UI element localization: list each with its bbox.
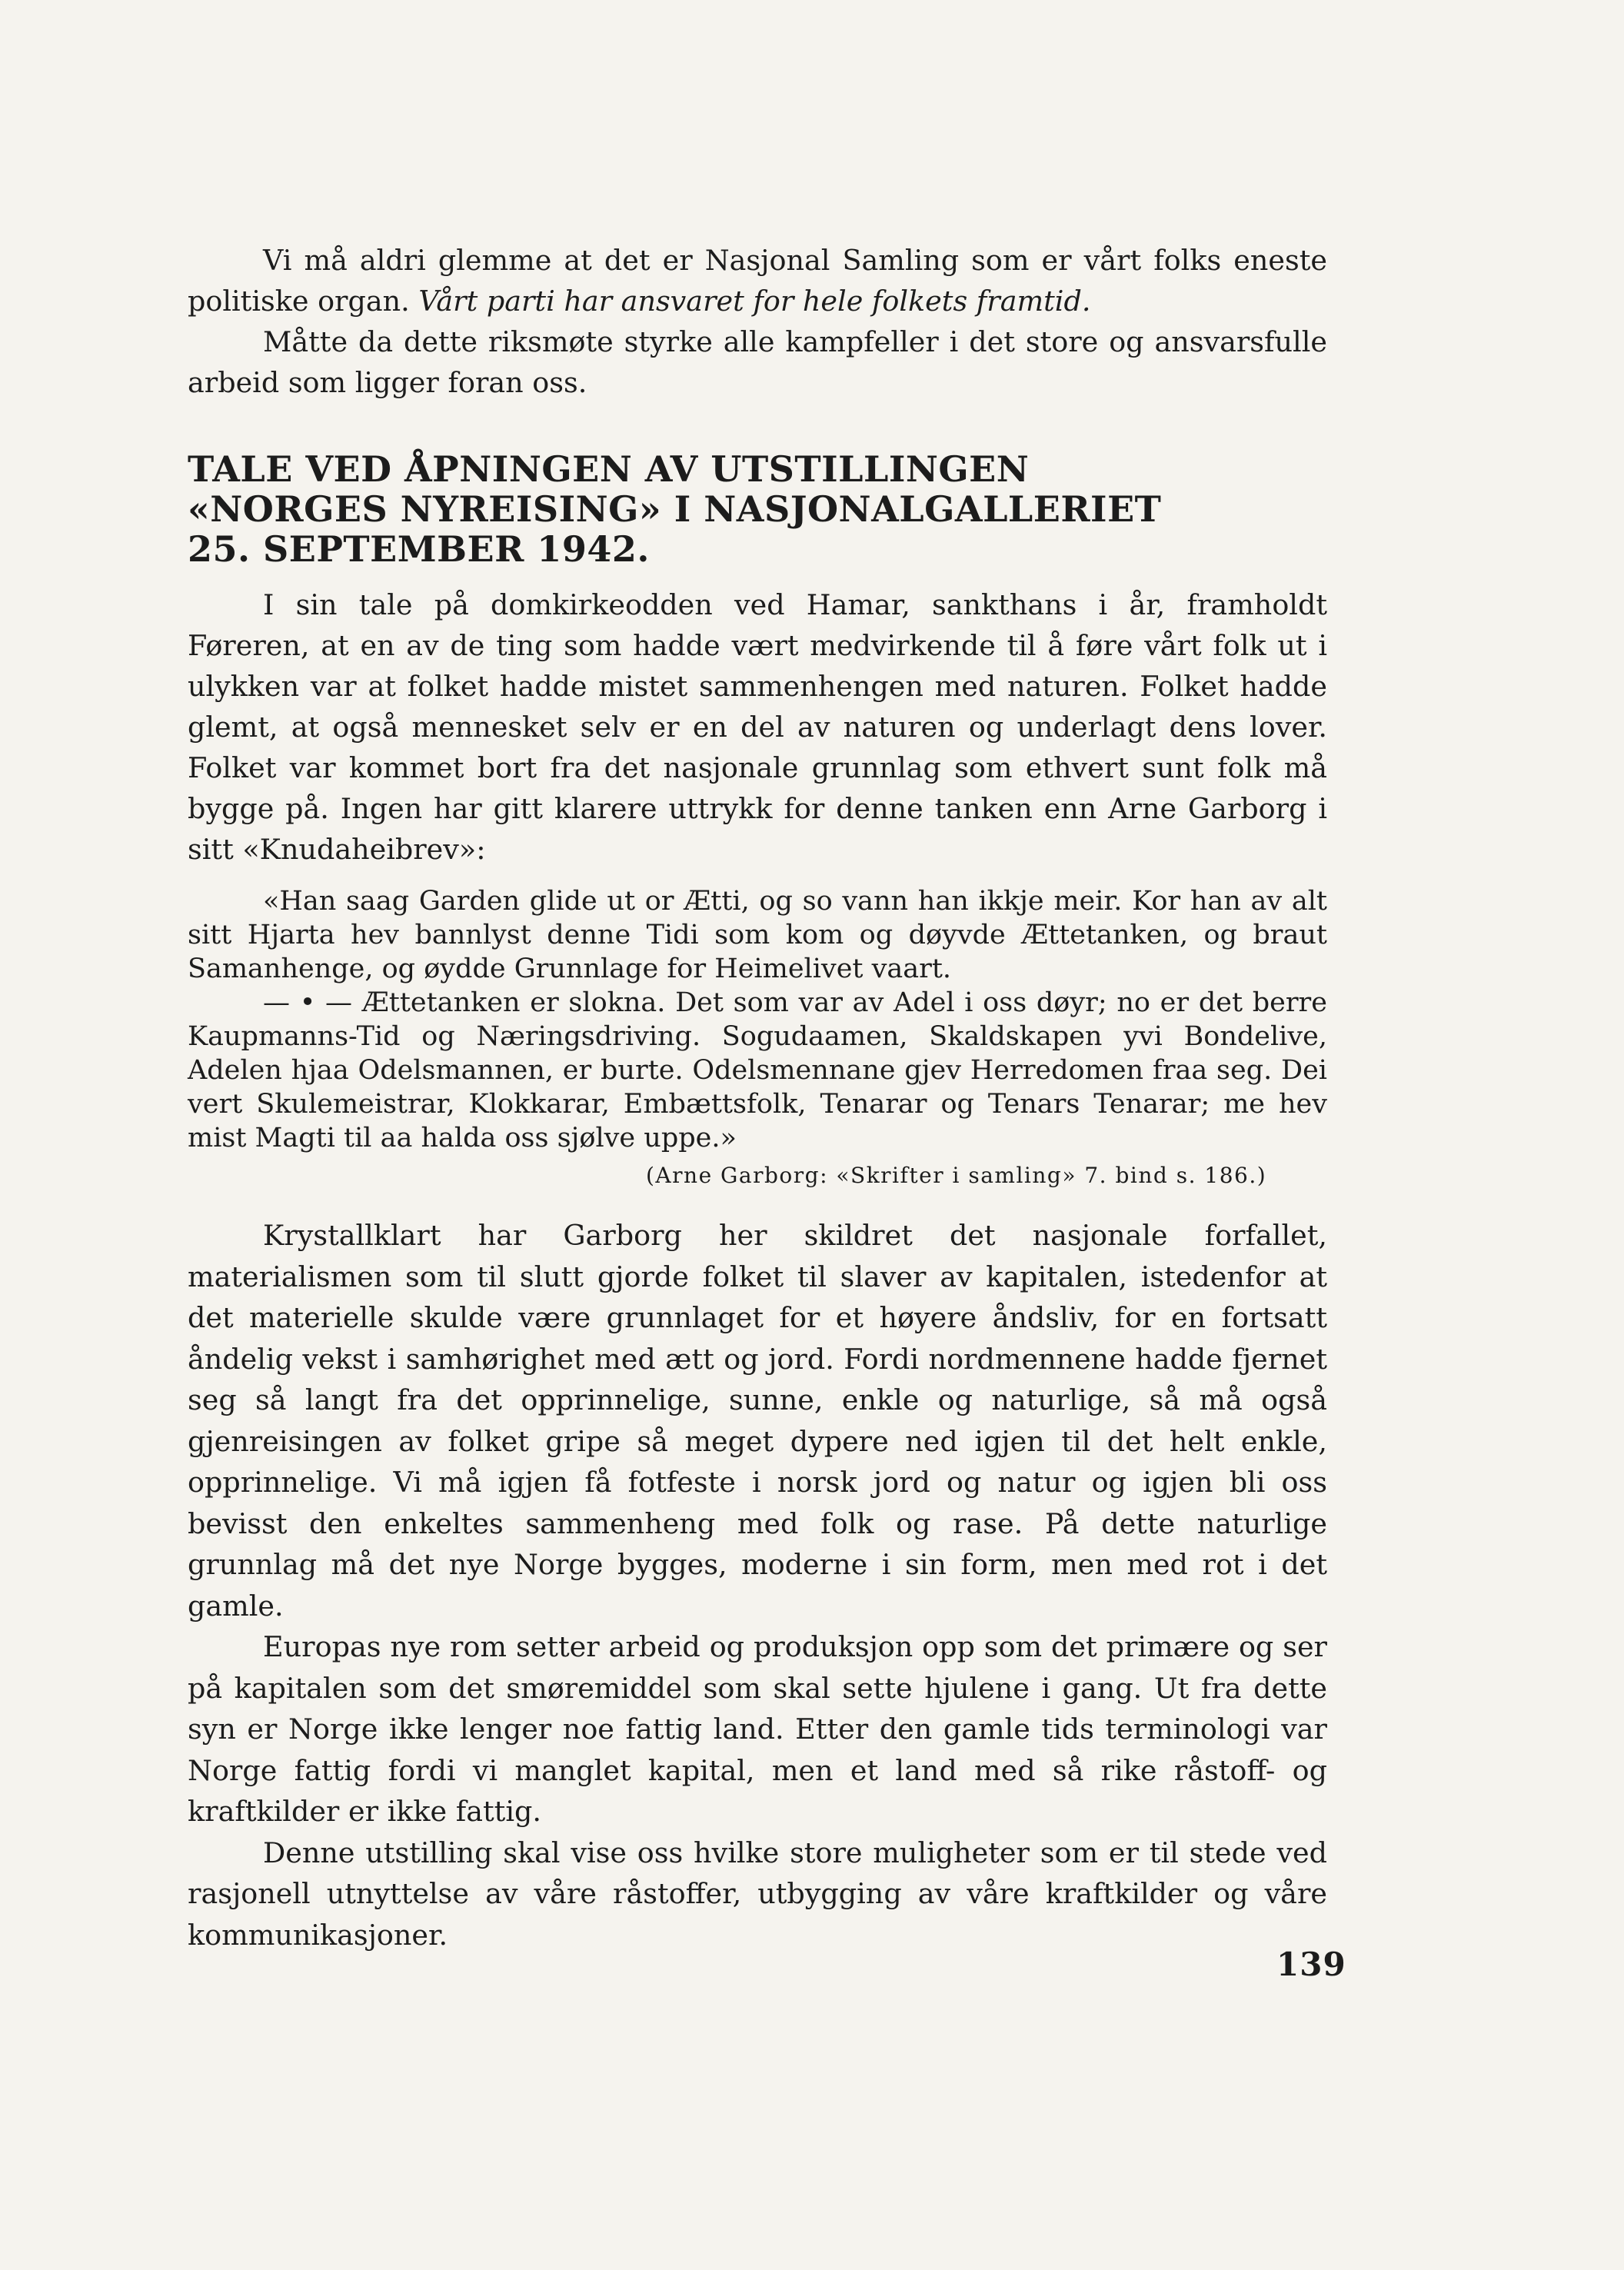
garborg-quote — [188, 884, 1327, 1155]
quote-paragraph-2: — • — Ættetanken er slokna. Det som var av Adel i oss døyr; no er det berre Kaupmanns-Tid og Næringsdriving. Sogudaamen, Skaldskapen yvi Bondelive, Adelen hjaa Odelsmannen, er burte. Odelsmennane gjev Herredomen fraa seg. Dei vert Skulemeistrar, Klokkarar, Embættsfolk, Tenarar og Tenars Tenarar; me hev mist Magti til aa halda oss sjølve uppe.» — [188, 987, 1327, 1153]
speech-heading — [188, 449, 1364, 569]
body-paragraph-4: Denne utstilling skal vise oss hvilke store muligheter som er til stede ved rasjonell utnyttelse av våre råstoffer, utbygging av våre kraftkilder og våre kommunikasjoner. — [188, 1836, 1327, 1952]
intro-section — [188, 240, 1327, 403]
speech-opening — [188, 584, 1327, 870]
quote-citation: (Arne Garborg: «Skrifter i samling» 7. bind s. 186.) — [646, 1163, 1267, 1188]
intro-paragraph-1 — [188, 240, 1327, 321]
body-paragraph-1: I sin tale på domkirkeodden ved Hamar, sankthans i år, framholdt Føreren, at en av de ting som hadde vært medvirkende til å føre vårt folk ut i ulykken var at folket hadde mistet sammenhengen med naturen. Folket hadde glemt, at også mennesket selv er en del av naturen og underlagt dens lover. Folket var kommet bort fra det nasjonale grunnlag som ethvert sunt folk må bygge på. Ingen har gitt klarere uttrykk for denne tanken enn Arne Garborg i sitt «Knudaheibrev»: — [188, 588, 1327, 866]
heading-line-3: 25. SEPTEMBER 1942. — [188, 528, 650, 570]
speech-continuation — [188, 1215, 1327, 1955]
intro-emphasis: Vårt parti har ansvaret for hele folkets framtid. — [418, 285, 1091, 318]
intro-paragraph-2: Måtte da dette riksmøte styrke alle kampfeller i det store og ansvarsfulle arbeid som ligger foran oss. — [188, 325, 1327, 399]
page-number: 139 — [1276, 1945, 1346, 1983]
heading-line-2: «NORGES NYREISING» I NASJONALGALLERIET — [188, 488, 1162, 530]
heading-line-1: TALE VED ÅPNINGEN AV UTSTILLINGEN — [188, 448, 1030, 490]
quote-paragraph-1: «Han saag Garden glide ut or Ætti, og so vann han ikkje meir. Kor han av alt sitt Hjarta hev bannlyst denne Tidi som kom og døyvde Ættetanken, og braut Samanhenge, og øydde Grunnlage for Heimelivet vaart. — [188, 886, 1327, 984]
body-paragraph-3: Europas nye rom setter arbeid og produksjon opp som det primære og ser på kapitalen som det smøremiddel som skal sette hjulene i gang. Ut fra dette syn er Norge ikke lenger noe fattig land. Etter den gamle tids terminologi var Norge fattig fordi vi manglet kapital, men et land med så rike råstoff- og kraftkilder er ikke fattig. — [188, 1630, 1327, 1828]
intro-paragraph-1-text: Vi må aldri glemme at det er Nasjonal Samling som er vårt folks eneste politiske organ. — [188, 244, 1327, 318]
body-paragraph-2: Krystallklart har Garborg her skildret det nasjonale forfallet, materialismen som til slutt gjorde folket til slaver av kapitalen, istedenfor at det materielle skulde være grunnlaget for et høyere åndsliv, for en fortsatt åndelig vekst i samhørighet med ætt og jord. Fordi nordmennene hadde fjernet seg så langt fra det opprinnelige, sunne, enkle og naturlige, så må også gjenreisingen av folket gripe så meget dypere ned igjen til det helt enkle, opprinnelige. Vi må igjen få fotfeste i norsk jord og natur og igjen bli oss bevisst den enkeltes sammenheng med folk og rase. På dette naturlige grunnlag må det nye Norge bygges, moderne i sin form, men med rot i det gamle. — [188, 1219, 1327, 1623]
